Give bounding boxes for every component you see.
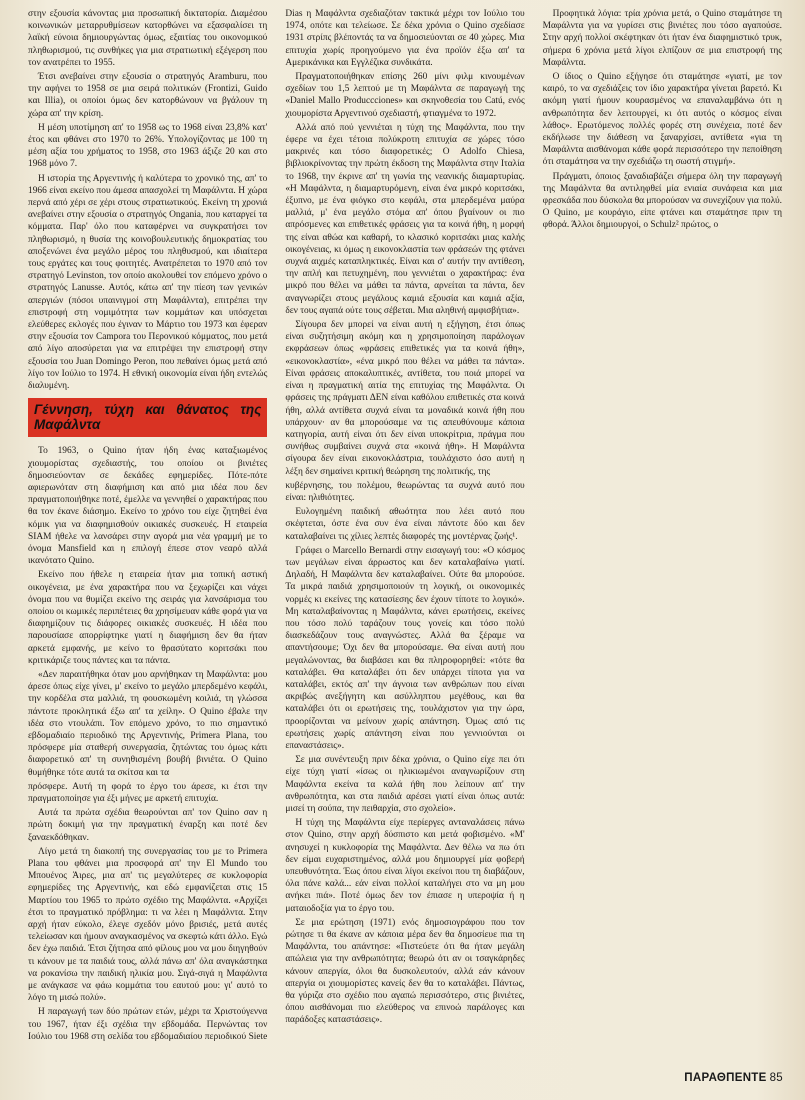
- paragraph: Η ιστορία της Αργεντινής ή καλύτερα το χρονικό της, απ' το 1966 είναι εκείνο που άμεσα απασχολεί τη Μαφάλντα. Η χώρα περνά από χέρι σε χέρι στους στρατιωτικούς. Εκείνη τη χρονιά ανεβαίνει στην εξουσία ο στρατηγός Ongania, που καταργεί τα κόμματα. Παρ' όλο που καταφέρνει να συγκρατήσει τον πληθωρισμό, η θυσία της κοινοβουλευτικής δημοκρατίας του αποξενώνει ένα μεγάλο μέρος του πληθυσμού, και ιδιαίτερα τους εργάτες και τους φοιτητές. Ανατρέπεται το 1970 από τον στρατηγό Levinston, τον οποίο ακολουθεί τον επόμενο χρόνο ο στρατηγός Lanusse. Αυτός, κάτω απ' την πίεση των γενικών απεργιών (πόσοι υπαινιγμοί στη Μαφάλντα), επιτρέπει την επιστροφή στη νομιμότητα των κομμάτων και υπόσχεται ελεύθερες εκλογές που έγιναν το Μάρτιο του 1973 και έφεραν στην εξουσία τον Campora του Περονικού κόμματος, που μετά από λίγο αποσύρεται για να επιτρέψει την επιστροφή στην εξουσία του Juan Domingo Peron, που πεθαίνει όμως μετά από λίγο τον Ιούλιο το 1974. Η εθνική οικονομία είναι ήδη εντελώς διαλυμένη.: [28, 173, 268, 392]
- paragraph: Σε μια συνέντευξη πριν δέκα χρόνια, ο Quino είχε πει ότι είχε τύχη γιατί «ίσως οι ηλικιωμένοι αναγνωρίζουν στη Μαφάλντα εκείνα τα καλά ήθη που λείπουν απ' την ανθρωπότητα, και στα παιδιά αρέσει γιατί είναι όπως αυτά: μισεί τη σούπα, την πειθαρχία, στο σχολείο».: [285, 755, 525, 814]
- paragraph: Η τύχη της Μαφάλντα είχε περίεργες ανταναλάσεις πάνω στον Quino, στην αρχή δύσπιστο και μετά φοβισμένο. «Μ' ανησυχεί η κυκλοφορία της Μαφάλντα. Δεν θέλω να πω ότι δεν είμαι ευχαριστημένος, αλλά μου δημιουργεί μία φοβερή υπευθυνότητα. Έως όπου είναι λίγοι εκείνοι που τη διαβάζουν, όλα πάνε καλά... εάν είναι πολλοί καταλήγει στο να μη μου ανήκει πιά». Ποτέ όμως δεν τον έπιασε η υπεροψία ή η ματαιοδοξία για το έργο του.: [285, 818, 525, 914]
- paragraph: Η παραγωγή των δύο πρώτων ετών, μέχρι τα Χριστούγεννα του 1967, ήταν έξι σχέδια την εβδομάδα. Περνώντας τον Ιούλιο του 1968 στη σελίδα του εβδομαδιαίου περιοδικού Siete Dias η Μαφάλντα σχεδιαζόταν τακτικά μέχρι τον Ιούλιο του 1974, οπότε και τελείωσε. Σε δέκα χρόνια ο Quino σχεδίασε 1931 στρίπς βλέποντάς τα να δημοσιεύονται σε 40 χώρες. Μια επιτυχία χωρίς προηγούμενο για ένα προϊόν έξω απ' τα Αμερικάνικα και Εγγλέζικα συνδικάτα.: [28, 9, 525, 1042]
- paragraph: πρόσφερε. Αυτή τη φορά το έργο του άρεσε, κι έτσι την πραγματοποίησε για έξι μήνες με αρκετή επιτυχία.: [28, 781, 268, 804]
- paragraph: Ευλογημένη παιδική αθωότητα που λέει αυτό που σκέφτεται, όστε ένα συν ένα είναι πάντοτε δύο και δεν καταλαβαίνει τις χίλιες λεπτές διαφορές της μοντέρνας ζωής¹.: [285, 507, 525, 542]
- paragraph: Η μέση υποτίμηση απ' το 1958 ως το 1968 είναι 23,8% κατ' έτος και φθάνει στο 1970 το 26%. Υπολογίζοντας με 100 τη μέση αξία του χρήματος το 1958, στο 1963 άξιζε 20 και στο 1968 μόνο 7.: [28, 122, 268, 170]
- paragraph: στην εξουσία κάνοντας μια προσωπική δικτατορία. Διαμέσου κοινωνικών μεταρρυθμίσεων κατορθώνει να εξασφαλίσει τη λαϊκή εύνοια δημιουργώντας όμως, εξαιτίας του οικονομικού πληθωρισμού, τις συνθήκες για μια στρατιωτική εξέγερση που τον ανατρέπει το 1955.: [28, 9, 268, 68]
- paragraph: Πραγματοποιήθηκαν επίσης 260 μίνι φιλμ κινουμένων σχεδίων του 1,5 λεπτού με τη Μαφάλντα σε παραγωγή της «Daniel Mallo Produccciones» και σκηνοθεσία του Catú, ενός χιουμορίστα Αργεντινού σχεδιαστή, φτιαγμένα το 1972.: [285, 72, 525, 119]
- paragraph: Λίγο μετά τη διακοπή της συνεργασίας του με το Primera Plana του φθάνει μια προσφορά απ' την El Mundo του Μπουένος Άιρες, μια απ' τις μεγαλύτερες σε κυκλοφορία εφημερίδες της Αργεντινής, και εδώ εμφανίζεται στις 15 Μαρτίου του 1965 το πρώτο σχέδιο της Μαφάλντα. «Αρχίζει έτσι το πραγματικό πρόβλημα: τι να λέει η Μαφάλντα. Στην αρχή ήταν εύκολο, έλεγε σχεδόν μόνο βρισιές, μετά αυτές τελείωσαν και ήμουν αναγκασμένος να σκεφτώ κάτι άλλο. Εγώ δεν έχω παιδιά. Έτσι ζήτησα από φίλους μου να μου διηγηθούν τι κάνουν με τα παιδιά τους, αλλά πάνω απ' όλα αναγκάστηκα να ροκανίσω την παιδική ηλικία μου. Σιγά-σιγά η Μαφάλντα με ανάγκασε να φάω κομμάτια του εαυτού μου: γι' αυτό το λόγο τη μισώ πολύ».: [28, 846, 268, 1004]
- paragraph: Προφητικά λόγια: τρία χρόνια μετά, ο Quino σταμάτησε τη Μαφάλντα για να γυρίσει στις βινιέτες που τόσο αγαπούσε. Στην αρχή πολλοί σκέφτηκαν ότι ήταν ένα διαφημιστικό τρυκ, σήμερα 6 χρόνια μετά λίγοι ελπίζουν σε μια επιστροφή της Μαφάλντα.: [542, 9, 782, 68]
- paragraph: Γράφει ο Marcello Bernardi στην εισαγωγή του: «Ο κόσμος των μεγάλων είναι άρρωστος και δεν καταλαβαίνω γιατί. Δηλαδή, Η Μαφάλντα δεν καταλαβαίνει. Ούτε θα μπορούσε. Τα μικρά παιδιά χρησιμοποιούν τη λογική, οι οικονομικές νορμές κι εκείνες της κατασίεσης δεν έχουν τίποτε το λογικό». Μη καταλαβαίνοντας η Μαφάλντα, κάνει ερωτήσεις, εκείνες που τόσο πολύ ταράζουν τους γονείς και τόσο πολύ διασκεδάζουν τους αναγνώστες. Αλλά θα ξέραμε να απαντήσουμε; Όχι δεν θα μπορούσαμε. Θα είναι αυτή που μεγαλώνοντας, θα διαβάσει και θα πληροφορηθεί: «τότε θα καταλάβει. Θα καταλάβει ότι δεν υπάρχει τίποτα για να καταλάβει, εκτός απ' την άγνοια των ανθρώπων που είναι ακριβώς ανεξήγητη και ασύλληπτου μεγέθους, και θα καταλάβει ότι οι ερωτήσεις της, τουλάχιστον για την ώρα, προορίζονται να μείνουν χωρίς απάντηση. Όμως από τις ερωτήσεις χωρίς απάντηση είναι που γεννιούνται οι επαναστάσεις».: [285, 545, 525, 751]
- page-footer: [684, 1072, 783, 1084]
- article-body: [28, 8, 782, 1053]
- page-number: 85: [769, 1072, 783, 1084]
- paragraph: Αλλά από πού γεννιέται η τύχη της Μαφάλντα, που την έφερε να έχει τέτοια πολύκροτη επιτυχία σε χώρες τόσο μακρινές και τόσο διαφορετικές; Ο Adolfo Chiesa, βιβλιοκρίνοντας την πρώτη έκδοση της Μαφάλντα στην Ιταλία το 1968, την έκρινε απ' τη γωνία της νεανικής διαμαρτυρίας. «Η Μαφάλντα, η διαμαρτυρόμενη, είναι ένα μικρό κοριτσάκι, έξυπνο, με ένα φιόγκο στο κεφάλι, στα μπερδεμένα μαύρα μαλλιά, μ' ένα μεγάλο στόμα απ' όπου βγαίνουν οι πιο απρόσμενες και επιθετικές φράσεις για τα κοινά ήθη, η μορφή της είναι αθώα και καθαρή, το κλασικό κοριτσάκι μιας καλής οικογένειας, κι όμως η εικονοκλαστία των φράσεών της φτάνει συχνά αιχμές καταπληκτικές. Είναι και σ' αυτήν την αντίθεση, την απλή και πετυχημένη, που γεννιέται ο χαρακτήρας: ένα μικρό που θέλει να μάθει τα πάντα, αρνείται τα πάντα, δεν αναγνωρίζει στους μεγάλους καμιά εξουσία και καμιά αξία, δεν τους αγαπά ούτε τους σέβεται. Μια αληθινή αμφισβήτια».: [285, 122, 525, 316]
- paragraph: Έτσι ανεβαίνει στην εξουσία ο στρατηγός Aramburu, που την αφήνει το 1958 σε μια σειρά πολιτικών (Frontizi, Guido και Illia), οι οποίοι όμως δεν κατορθώνουν να βγάλουν τη χώρα απ' την κρίση.: [28, 72, 268, 119]
- paragraph: Αυτά τα πρώτα σχέδια θεωρούνται απ' τον Quino σαν η πρώτη δοκιμή για την πραγματική έναρξη και ποτέ δεν ξαναεκδόθηκαν.: [28, 808, 268, 843]
- paragraph: Εκείνο που ήθελε η εταιρεία ήταν μια τοπική αστική οικογένεια, με ένα χαρακτήρα που να ξεχωρίζει και νάχει όνομα που να θυμίζει εκείνο της σειράς για λανσάρισμα του οποίου οι κωμικές περιπέτειες θα χρησίμευαν κάθε φορά για να διαφημίζουν τις διάφορες οικιακές συσκευές. Η ιδέα που παρουσίασε απορρίφτηκε γιατί η διαφήμιση δεν θα ήταν αρκετά εμφανής, με κείνο το θρασύτατο κοριτσάκι που κριτικάριζε τους πάντες και τα πάντα.: [28, 570, 268, 666]
- magazine-title: ΠΑΡΑΘΠΕΝΤΕ: [684, 1072, 767, 1084]
- paragraph: Πράγματι, όποιος ξαναδιαβάζει σήμερα όλη την παραγωγή της Μαφάλντα θα αντιληφθεί μία ενιαία συνάφεια και μια φρεσκάδα που δύσκολα θα μπορούσαν να συνεχίζουν για πολύ. Ο Quino, με κουράγιο, είπε φτάνει και σταμάτησε πριν τη φθορά. Άλλοι δημιουργοί, ο Schulz² πρώτος, ο: [542, 171, 782, 231]
- paragraph: Σίγουρα δεν μπορεί να είναι αυτή η εξήγηση, έτσι όπως είναι συζητήσιμη ακόμη και η χρησιμοποίηση παράλογων εκφράσεων όπως «φράσεις επιθετικές για τα κοινά ήθη», «εικονοκλαστία», «ένα μικρό που θέλει να μάθει τα πάντα». Είναι φράσεις αποκαλυπτικές, αντίθετα, του ποιά μπορεί να είναι η πραγματική αιτία της επιτυχίας της Μαφάλντα. Οι φράσεις της πράγματι ΔΕΝ είναι καθόλου επιθετικές στα κοινά ήθη, αλλά αντίθετα συχνά είναι τα μοναδικά κοινά ήθη που υπάρχουν· αν θα μπορούσαμε να τις απευθύνουμε κάποια κατηγορία, αυτή είναι ότι δεν είναι υποκρίτρια, πράγμα που συνήθως συμβαίνει συχνά στα «κοινά ήθη». Η Μαφάλντα σίγουρα δεν είναι εικονοκλάστρια, τουλάχιστο όσο αυτή η λέξη δεν σημαίνει κριτική θεώρηση της πολιτικής, της: [285, 320, 525, 477]
- paragraph: Το 1963, ο Quino ήταν ήδη ένας καταξιωμένος χιουμορίστας σχεδιαστής, του οποίου οι βινιέτες δημοσιεύονταν σε δεκάδες εφημερίδες. Πότε-πότε αφιερωνόταν στη διαφήμιση και από μια ιδέα που δεν πραγματοποιήθηκε ποτέ, έμελλε να γεννηθεί ο χαρακτήρας που θα τον έκανε διάσημο. Εκείνο το χρόνο του είχε ζητηθεί ένα κόμικ για να διαφημισθούν οικιακές συσκευές. Η εταιρεία SIAM ήθελε να λανσάρει στην αγορά μια νέα γραμμή με το όνομα Mansfield και η επιλογή έπεσε στον νεαρό αλλά ικανότατο Quino.: [28, 446, 268, 567]
- section-heading: Γέννηση, τύχη και θάνατος της Μαφάλντα: [28, 398, 267, 437]
- paragraph: «Δεν παραιτήθηκα όταν μου αρνήθηκαν τη Μαφάλντα: μου άρεσε όπως είχε γίνει, μ' εκείνο το μεγάλο μπερδεμένο κεφάλι, την κορδέλα στα μαλλιά, τη φουσκωμένη κοιλιά, τη γλώσσα πάντοτε προκλητικά έξω απ' τα χείλη». Ο Quino έβαλε την ιδέα στο ντουλάπι. Τον επόμενο χρόνο, το πιο σημαντικό εβδομαδιαίο περιοδικό της Αργεντινής, Primera Plana, του πρόσφερε μία σταθερή συνεργασία, ζητώντας του όμως κάτι διαφορετικό απ' τη συνηθισμένη βουβή βινιέτα. Ο Quino θυμήθηκε τότε αυτά τα σκίτσα και τα: [28, 669, 268, 778]
- paragraph: κυβέρνησης, του πολέμου, θεωρώντας τα συχνά αυτό που είναι: ηλιθιότητες.: [285, 480, 525, 503]
- paragraph: Σε μια ερώτηση (1971) ενός δημοσιογράφου που τον ρώτησε τι θα έκανε αν κάποια μέρα δεν θα δημοσίευε πια τη Μαφάλντα, του απάντησε: «Πιστεύετε ότι θα ήταν μεγάλη απώλεια για την ανθρωπότητα; θεωρώ ότι αν οι τσαγκάρηδες κάνουν απεργία, όλοι θα δυσκολευτούν, αλλά εάν κάνουν απεργία οι χιουμορίστες κανείς δεν θα το καταλάβει. Πάντως, θα γύριζα στο σχέδιο που αγαπώ περισσότερο, στις βινιέτες, όπου αισθάνομαι πιο ελεύθερος να επινοώ παράλογες και παράδοξες καταστάσεις».: [285, 917, 525, 1026]
- paragraph: Ο ίδιος ο Quino εξήγησε ότι σταμάτησε «γιατί, με τον καιρό, το να σχεδιάζεις τον ίδιο χαρακτήρα γίνεται βαρετό. Κι ακόμη γιατί ήμουν κουρασμένος να επαναλαμβάνω ότι η ανθρωπότητα δεν λειτουργεί, κι ότι αυτός ο κόσμος είναι λάθος». Ερωτόμενος πολλές φορές στη συνέχεια, ποτέ δεν εκδήλωσε την διάθεση να ξαναρχίσει, αντίθετα «για τη Μαφάλντα αισθάνομαι κάθε φορά περισσότερο την πεποίθηση ότι σταμάτησα να την σχεδιάζω τη σωστή στιγμή».: [542, 72, 782, 168]
